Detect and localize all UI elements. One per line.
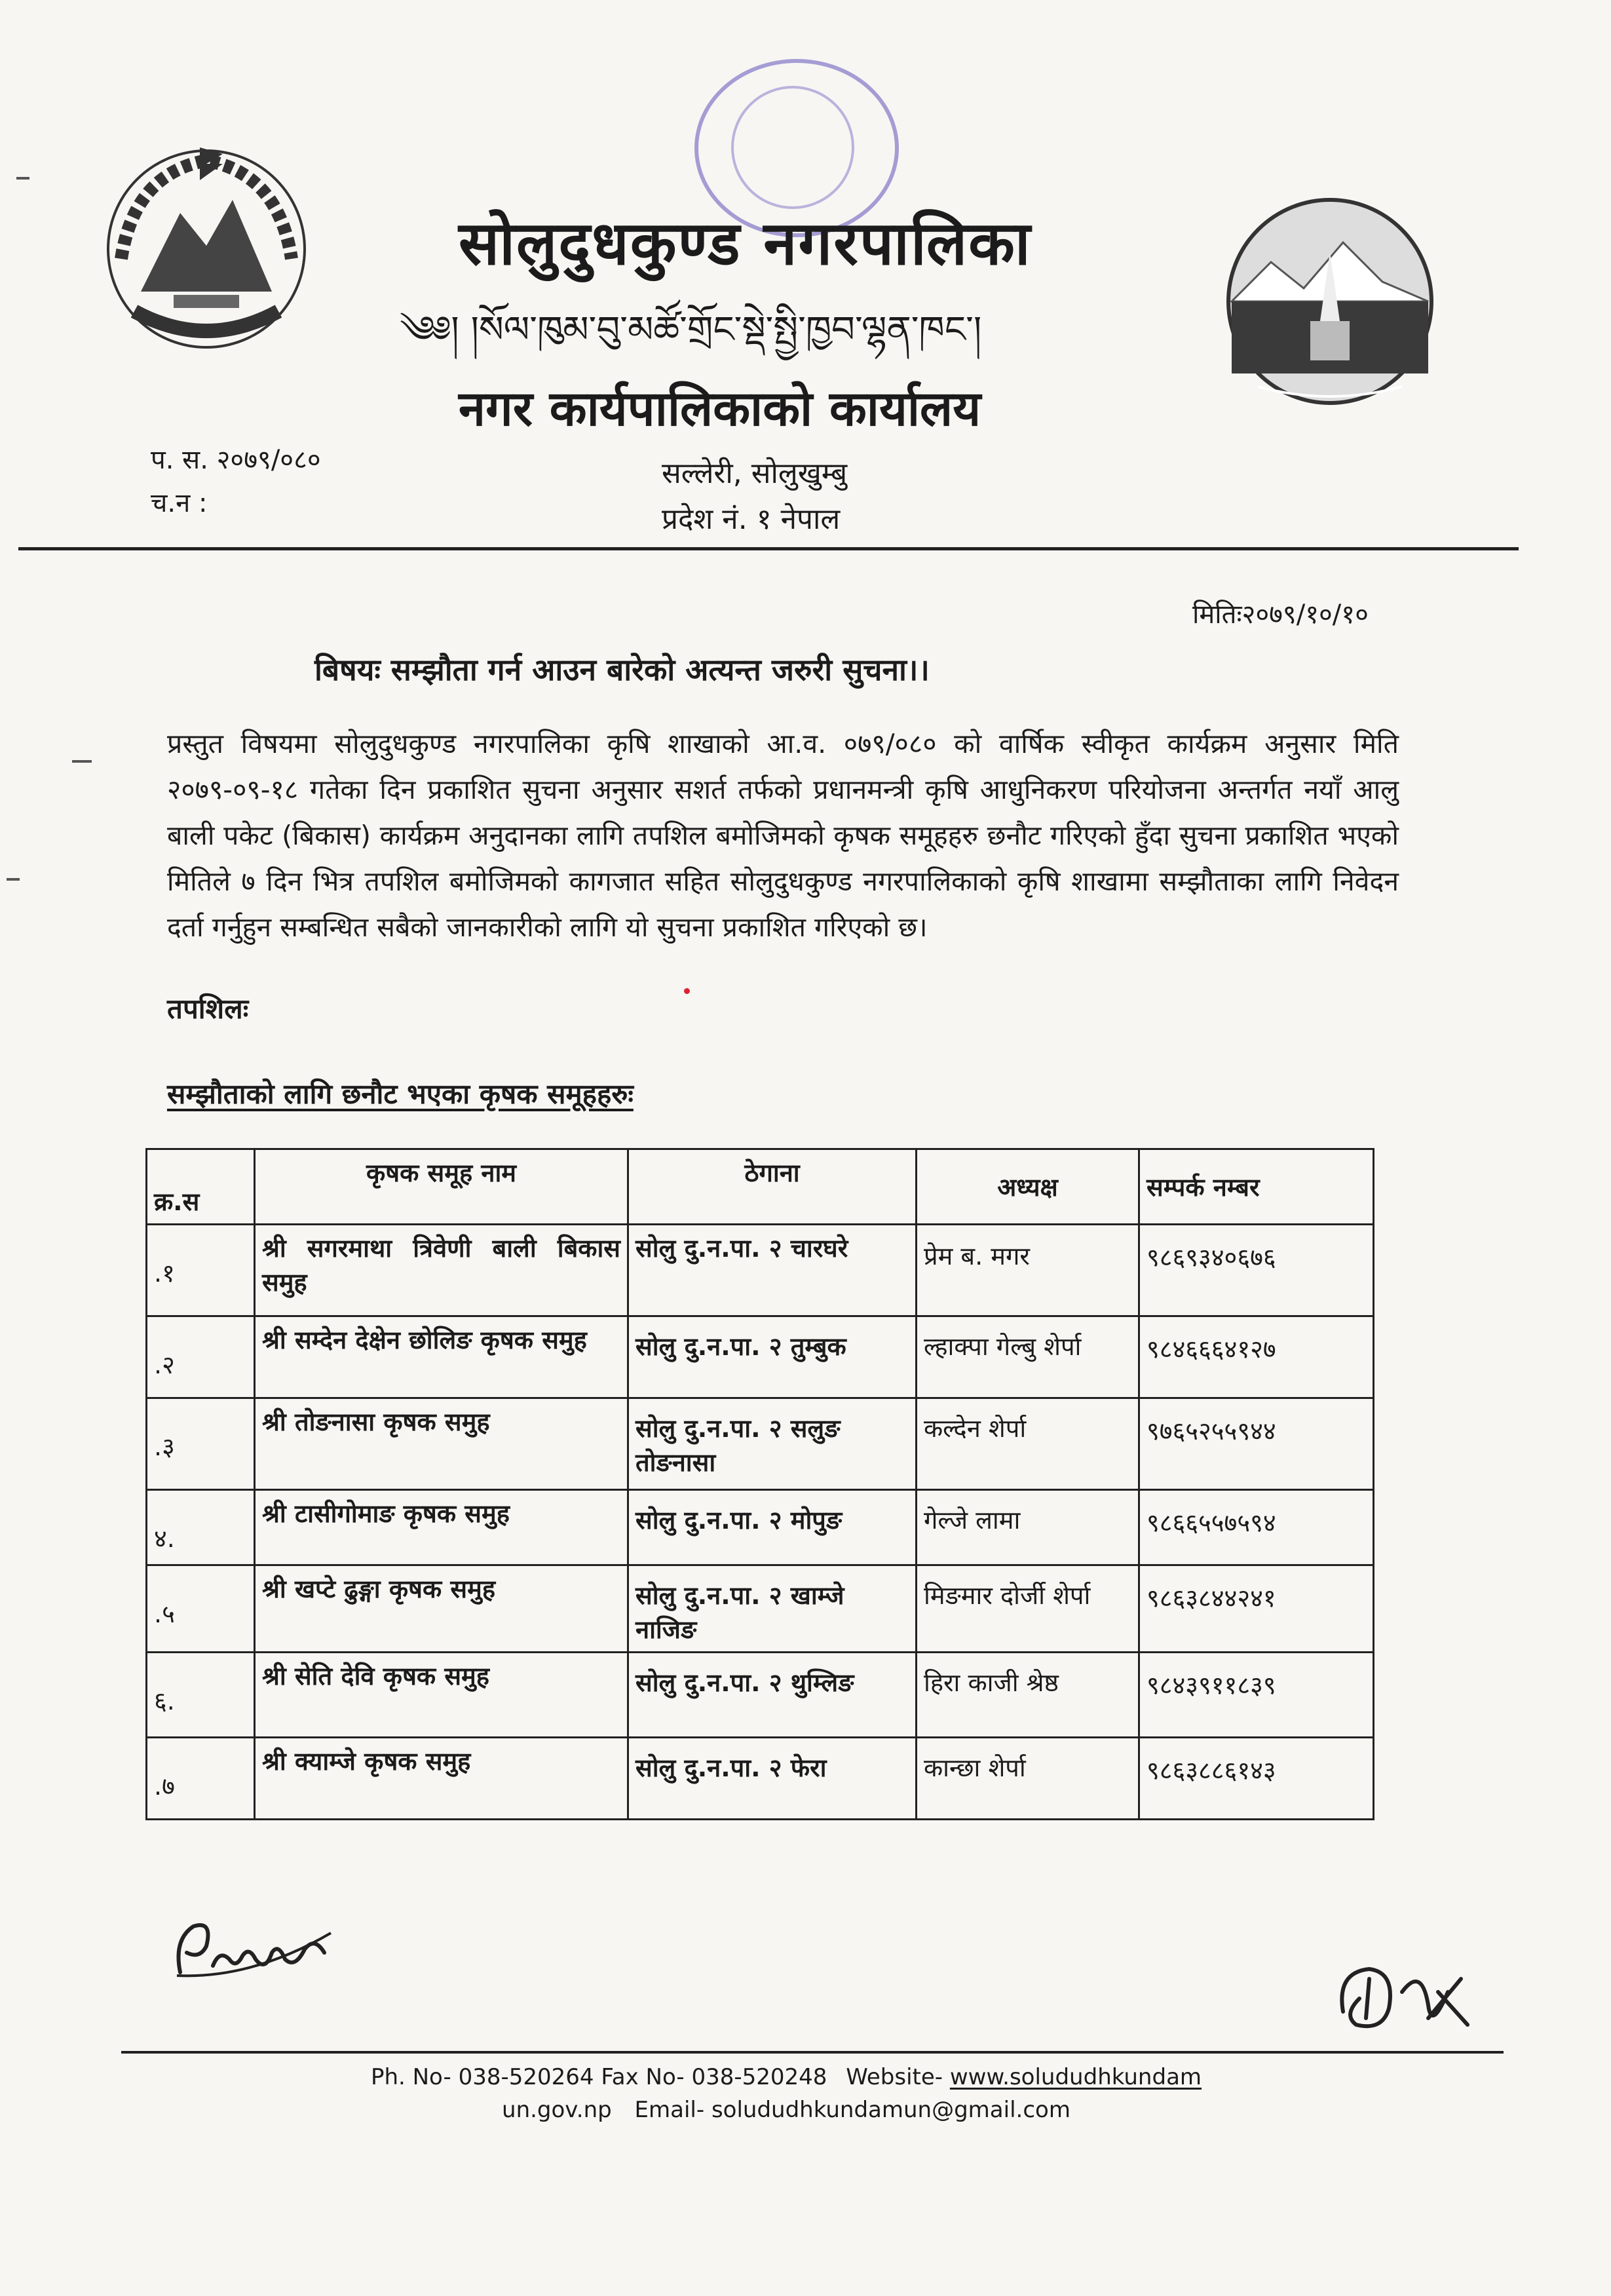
cell-serial: .२ [147, 1316, 255, 1398]
table-row [147, 1738, 1374, 1820]
table-row [147, 1653, 1374, 1738]
header-contact: सम्पर्क नम्बर [1139, 1149, 1374, 1225]
cell-address: सोलु दु.न.पा. २ खाम्जे नाजिङ [628, 1565, 917, 1653]
table-row [147, 1316, 1374, 1398]
footer-website-link-continued[interactable]: un.gov.np [502, 2097, 612, 2123]
cell-contact: ९८६६५५७५९४ [1139, 1490, 1374, 1565]
header-address: ठेगाना [628, 1149, 917, 1225]
farmer-groups-table [145, 1148, 1374, 1820]
right-signature-icon [1330, 1953, 1474, 2057]
table-row [147, 1225, 1374, 1316]
footer-divider [121, 2051, 1504, 2054]
reference-number: प. स. २०७९/०८० [151, 445, 321, 475]
cell-serial: .५ [147, 1565, 255, 1653]
cell-address: सोलु दु.न.पा. २ सलुङ तोङनासा [628, 1398, 917, 1490]
cell-address: सोलु दु.न.पा. २ थुम्लिङ [628, 1653, 917, 1738]
cell-serial: .३ [147, 1398, 255, 1490]
table-row [147, 1490, 1374, 1565]
table-header-row [147, 1149, 1374, 1225]
footer-email[interactable]: Email- solududhkundamun@gmail.com [634, 2097, 1071, 2123]
table-row [147, 1398, 1374, 1490]
table-row [147, 1565, 1374, 1653]
table-heading: सम्झौताको लागि छनौट भएका कृषक समूहहरुः [167, 1078, 634, 1110]
tapashil-label: तपशिलः [167, 993, 249, 1025]
cell-chairperson: कल्देन शेर्पा [917, 1398, 1139, 1490]
cell-address: सोलु दु.न.पा. २ चारघरे [628, 1225, 917, 1316]
cell-chairperson: ल्हाक्पा गेल्बु शेर्पा [917, 1316, 1139, 1398]
punch-mark [16, 177, 29, 180]
cell-address: सोलु दु.न.पा. २ मोपुङ [628, 1490, 917, 1565]
cell-group-name: श्री खप्टे ढुङ्गा कृषक समुह [255, 1565, 628, 1653]
cell-group-name: श्री सम्देन देक्षेन छोलिङ कृषक समुह [255, 1316, 628, 1398]
tibetan-municipality-name: ༄༅། །སོལ་ཁུམ་བུ་མཚོ་གྲོང་སྡེ་སྤྱི་ཁྱབ་ལྷན་ཁང་། [400, 309, 982, 351]
municipality-logo-icon [1219, 190, 1441, 413]
footer-website-link[interactable]: www.solududhkundam [949, 2064, 1202, 2090]
office-name: नगर कार्यपालिकाको कार्यालय [459, 381, 981, 437]
cell-contact: ९८६९३४०६७६ [1139, 1225, 1374, 1316]
header-serial: क्र.स [147, 1149, 255, 1225]
cell-group-name: श्री तोङनासा कृषक समुह [255, 1398, 628, 1490]
document-date: मितिः२०७९/१०/१० [1192, 600, 1369, 630]
cell-contact: ९८४३९११८३९ [1139, 1653, 1374, 1738]
cell-group-name: श्री सगरमाथा त्रिवेणी बाली बिकास समुह [255, 1225, 628, 1316]
footer-contact [262, 2064, 1310, 2090]
cell-serial: ४. [147, 1490, 255, 1565]
dispatch-number: च.न : [151, 488, 208, 518]
footer-phone-fax: Ph. No- 038-520264 Fax No- 038-520248 [370, 2064, 827, 2090]
ink-dot [684, 988, 690, 994]
left-signature-icon [167, 1913, 337, 1985]
cell-chairperson: प्रेम ब. मगर [917, 1225, 1139, 1316]
cell-contact: ९८६३८४४२४१ [1139, 1565, 1374, 1653]
punch-mark [7, 878, 20, 881]
municipality-name: सोलुदुधकुण्ड नगरपालिका [459, 208, 1032, 278]
cell-contact: ९८४६६६४१२७ [1139, 1316, 1374, 1398]
cell-chairperson: मिङमार दोर्जी शेर्पा [917, 1565, 1139, 1653]
cell-group-name: श्री क्याम्जे कृषक समुह [255, 1738, 628, 1820]
header-divider [18, 547, 1519, 550]
cell-address: सोलु दु.न.पा. २ फेरा [628, 1738, 917, 1820]
cell-group-name: श्री सेति देवि कृषक समुह [255, 1653, 628, 1738]
address-line-1: सल्लेरी, सोलुखुम्बु [662, 457, 848, 490]
cell-serial: .१ [147, 1225, 255, 1316]
nepal-emblem-icon [95, 134, 318, 357]
cell-serial: ६. [147, 1653, 255, 1738]
footer-website-label: Website- [846, 2064, 943, 2090]
cell-chairperson: हिरा काजी श्रेष्ठ [917, 1653, 1139, 1738]
cell-chairperson: गेल्जे लामा [917, 1490, 1139, 1565]
punch-mark [72, 760, 92, 763]
footer-contact-line2 [262, 2097, 1310, 2123]
body-paragraph: प्रस्तुत विषयमा सोलुदुधकुण्ड नगरपालिका कृषि शाखाको आ.व. ०७९/०८० को वार्षिक स्वीकृत कार्यक्रम अनुसार मिति २०७९-०९-१८ गतेका दिन प्रकाशित सुचना अनुसार सशर्त तर्फको प्रधानमन्त्री कृषि आधुनिकरण परियोजना अन्तर्गत नयाँ आलु बाली पकेट (बिकास) कार्यक्रम अनुदानका लागि तपशिल बमोजिमको कृषक समूहहरु छनौट गरिएको हुँदा सुचना प्रकाशित भएको मितिले ७ दिन भित्र तपशिल बमोजिमको कागजात सहित सोलुदुधकुण्ड नगरपालिकाको कृषि शाखामा सम्झौताका लागि निवेदन दर्ता गर्नुहुन सम्बन्धित सबैको जानकारीको लागि यो सुचना प्रकाशित गरिएको छ। [167, 728, 1399, 943]
cell-address: सोलु दु.न.पा. २ तुम्बुक [628, 1316, 917, 1398]
address-line-2: प्रदेश नं. १ नेपाल [662, 503, 841, 536]
cell-contact: ९८६३८८६१४३ [1139, 1738, 1374, 1820]
cell-contact: ९७६५२५५९४४ [1139, 1398, 1374, 1490]
header-chairperson: अध्यक्ष [917, 1149, 1139, 1225]
cell-chairperson: कान्छा शेर्पा [917, 1738, 1139, 1820]
subject-line: बिषयः सम्झौता गर्न आउन बारेको अत्यन्त जरुरी सुचना।। [314, 652, 930, 687]
cell-group-name: श्री टासीगोमाङ कृषक समुह [255, 1490, 628, 1565]
cell-serial: .७ [147, 1738, 255, 1820]
header-group-name: कृषक समूह नाम [255, 1149, 628, 1225]
